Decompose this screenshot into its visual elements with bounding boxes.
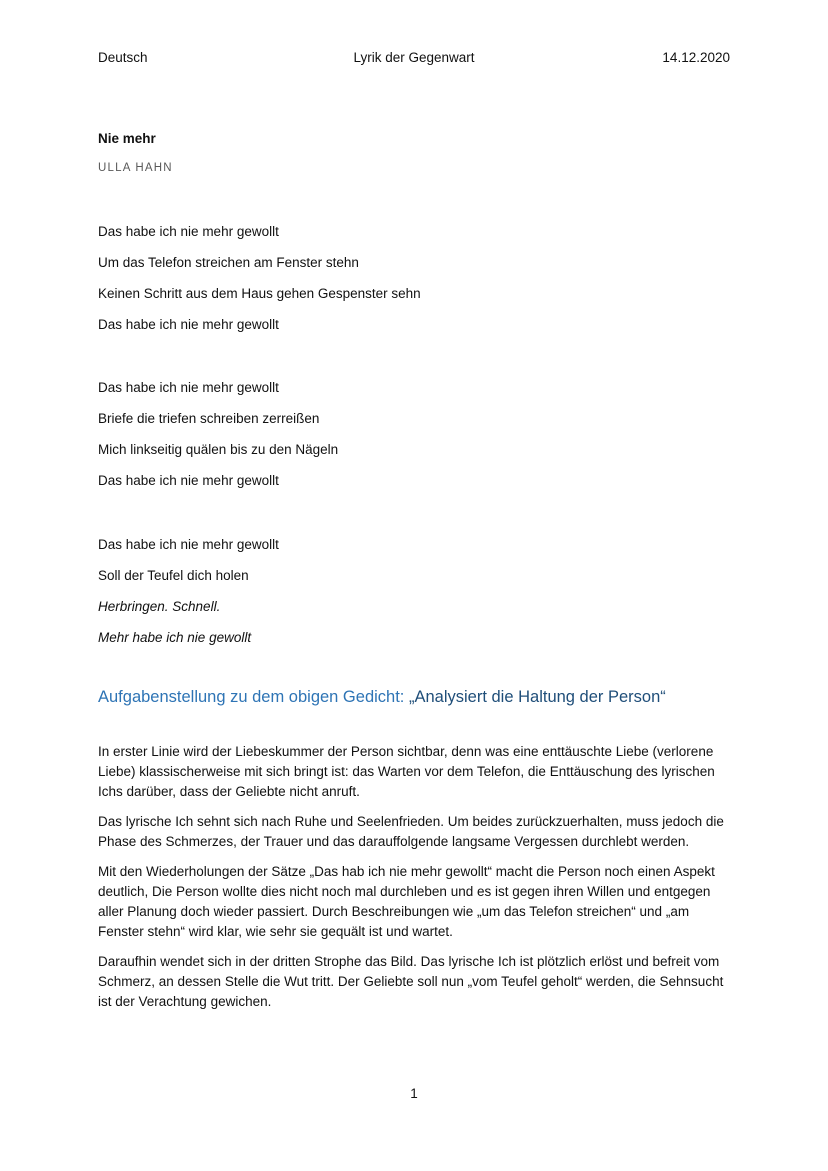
analysis-paragraph-3: Mit den Wiederholungen der Sätze „Das hab ich nie mehr gewollt“ macht die Person noch einen Aspekt deutlich, Die Person wollte dies nicht noch mal durchleben und es ist gegen ihren Willen und entgegen aller Planung doch wieder passiert. Durch Beschreibungen wie „um das Telefon streichen“ und „am Fenster stehn“ wird klar, wie sehr sie gequält ist und wartet.: [98, 864, 715, 939]
header-topic: Lyrik der Gegenwart: [353, 50, 475, 65]
analysis-paragraph-2: Das lyrische Ich sehnt sich nach Ruhe und Seelenfrieden. Um beides zurückzuerhalten, muss jedoch die Phase des Schmerzes, der Trauer und das darauffolgende langsame Vergessen durchlebt werden.: [98, 814, 724, 849]
page-number: 1: [410, 1086, 418, 1101]
poem-line: Um das Telefon streichen am Fenster stehn: [98, 255, 359, 270]
poem-line: Soll der Teufel dich holen: [98, 568, 249, 583]
analysis-paragraph-1: In erster Linie wird der Liebeskummer der Person sichtbar, denn was eine enttäuschte Liebe (verlorene Liebe) klassischerweise mit sich bringt ist: das Warten vor dem Telefon, die Enttäuschung des lyrischen Ichs darüber, dass der Geliebte nicht anruft.: [98, 744, 715, 799]
poem-line: Das habe ich nie mehr gewollt: [98, 224, 279, 239]
poem-title: Nie mehr: [98, 131, 156, 146]
poem-line: Keinen Schritt aus dem Haus gehen Gespenster sehn: [98, 286, 421, 301]
poem-line: Das habe ich nie mehr gewollt: [98, 473, 279, 488]
poem-line: Mich linkseitig quälen bis zu den Nägeln: [98, 442, 339, 457]
poem-stanza-1: [98, 223, 421, 347]
poem-stanza-2: [98, 379, 338, 503]
poem-line: Briefe die triefen schreiben zerreißen: [98, 411, 320, 426]
poem-author: ULLA HAHN: [98, 162, 173, 174]
task-heading: [98, 688, 738, 707]
analysis-text: [98, 742, 738, 1022]
poem-line-italic: Mehr habe ich nie gewollt: [98, 630, 252, 645]
task-heading-quote: „Analysiert die Haltung der Person“: [408, 688, 666, 706]
poem-line: Das habe ich nie mehr gewollt: [98, 317, 279, 332]
header-date: 14.12.2020: [662, 50, 730, 65]
task-heading-prefix: Aufgabenstellung zu dem obigen Gedicht:: [98, 688, 409, 706]
poem-line: Das habe ich nie mehr gewollt: [98, 537, 279, 552]
poem-line-italic: Herbringen. Schnell.: [98, 599, 221, 614]
header-subject: Deutsch: [98, 50, 148, 65]
poem-stanza-3: [98, 536, 279, 660]
analysis-paragraph-4: Daraufhin wendet sich in der dritten Strophe das Bild. Das lyrische Ich ist plötzlich erlöst und befreit vom Schmerz, an dessen Stelle die Wut tritt. Der Geliebte soll nun „vom Teufel geholt“ werden, die Sehnsucht ist der Verachtung gewichen.: [98, 954, 724, 1009]
poem-line: Das habe ich nie mehr gewollt: [98, 380, 279, 395]
page-header: [98, 50, 730, 68]
